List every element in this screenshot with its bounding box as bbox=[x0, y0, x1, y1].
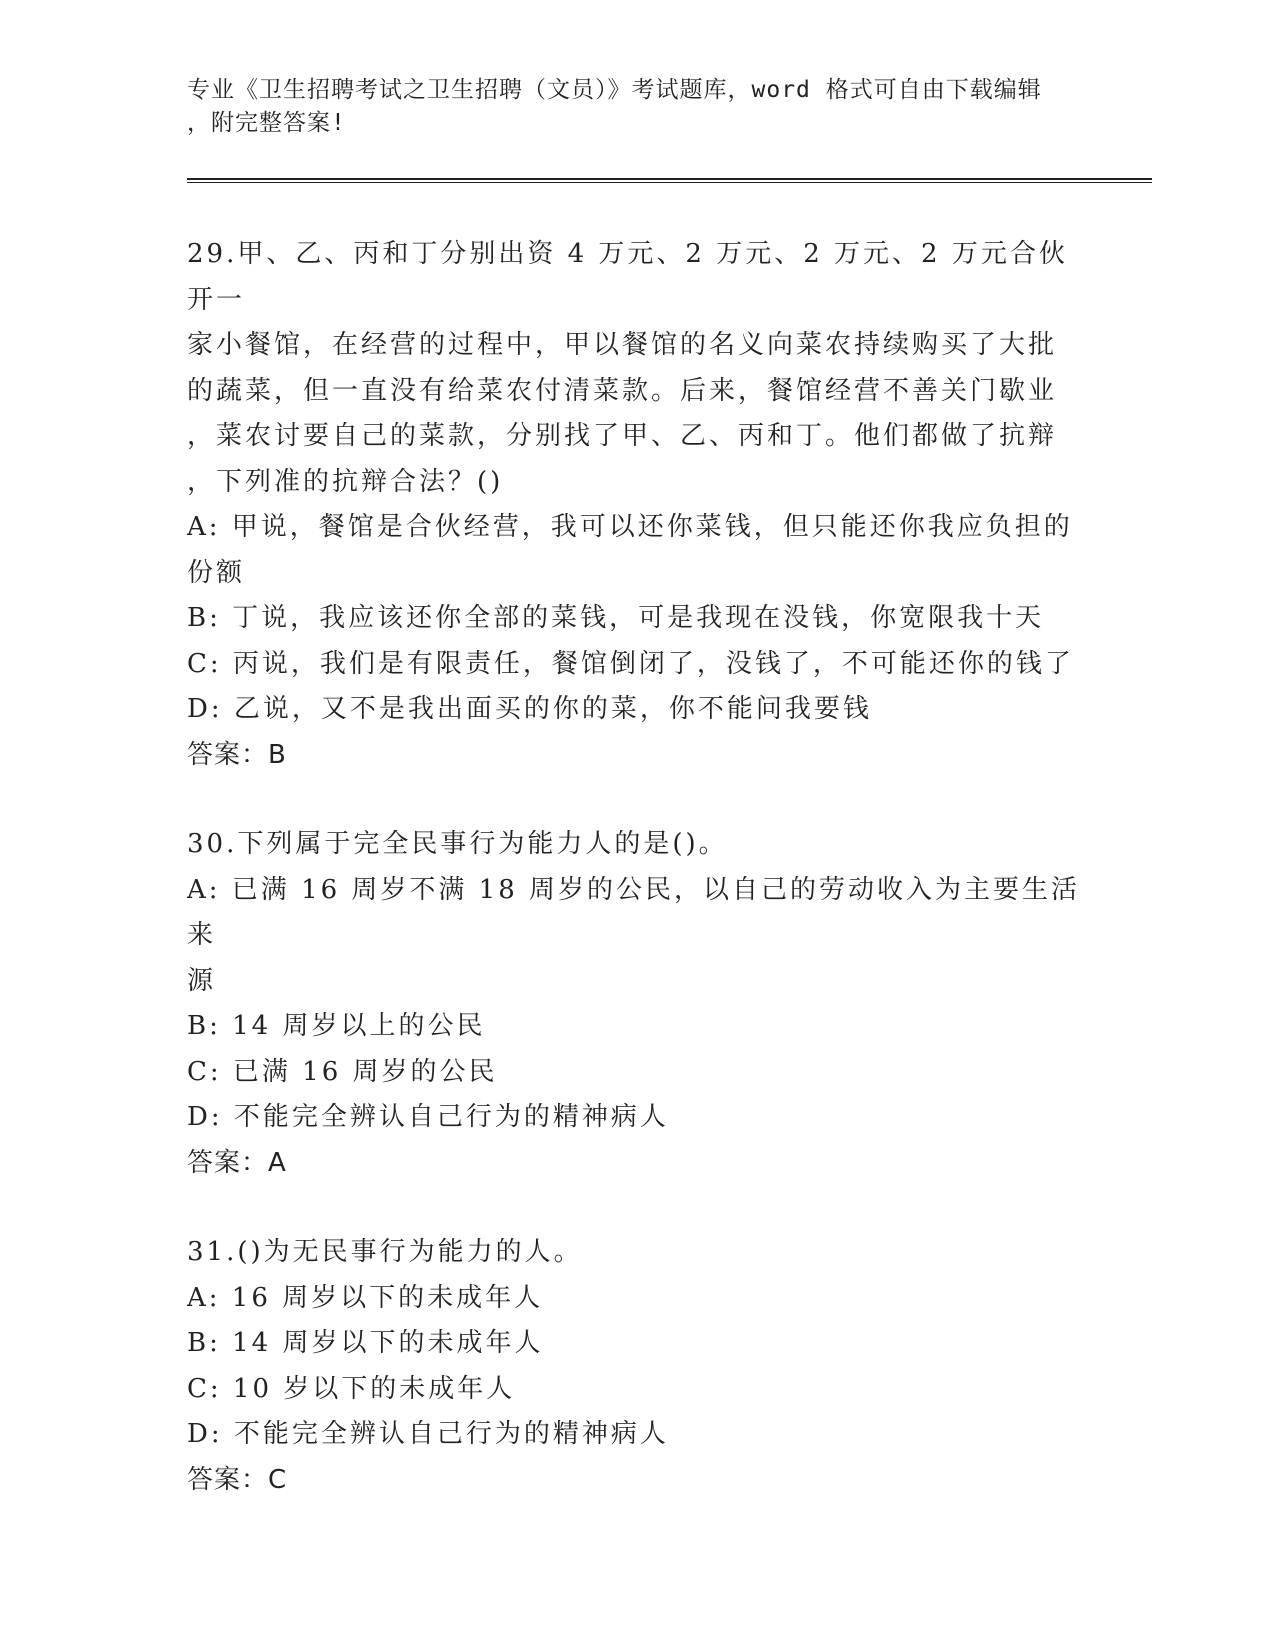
option-d: D: 不能完全辨认自己行为的精神病人 bbox=[187, 1419, 669, 1449]
option-c: C: 丙说，我们是有限责任，餐馆倒闭了，没钱了，不可能还你的钱了 bbox=[187, 648, 1074, 679]
question-29 bbox=[187, 232, 1087, 778]
option-a: A: 已满 16 周岁不满 18 周岁的公民，以自己的劳动收入为主要生活来 bbox=[187, 874, 1081, 950]
question-stem-line: 30.下列属于完全民事行为能力人的是()。 bbox=[187, 829, 728, 859]
question-stem-line: 家小餐馆，在经营的过程中，甲以餐馆的名义向菜农持续购买了大批 bbox=[187, 330, 1058, 360]
answer-line: 答案：A bbox=[187, 1147, 287, 1178]
question-stem-line: 的蔬菜，但一直没有给菜农付清菜款。后来，餐馆经营不善关门歇业 bbox=[187, 375, 1058, 406]
option-b: B: 14 周岁以下的未成年人 bbox=[187, 1328, 544, 1358]
option-a-continued: 份额 bbox=[187, 557, 246, 588]
question-stem-line: ，下列准的抗辩合法？() bbox=[187, 466, 504, 497]
question-stem-line: ，菜农讨要自己的菜款，分别找了甲、乙、丙和丁。他们都做了抗辩 bbox=[187, 421, 1058, 451]
question-30 bbox=[187, 822, 1087, 1186]
option-a-continued: 源 bbox=[187, 965, 217, 996]
header-line-1: 专业《卫生招聘考试之卫生招聘（文员）》考试题库，word 格式可自由下载编辑 bbox=[187, 77, 1042, 103]
document-header bbox=[187, 74, 1067, 140]
header-line-2: ，附完整答案! bbox=[187, 110, 346, 136]
header-divider bbox=[187, 178, 1152, 183]
option-c: C: 已满 16 周岁的公民 bbox=[187, 1056, 498, 1087]
option-b: B: 14 周岁以上的公民 bbox=[187, 1011, 486, 1041]
question-31 bbox=[187, 1230, 1087, 1503]
answer-line: 答案：B bbox=[187, 739, 287, 770]
option-c: C: 10 岁以下的未成年人 bbox=[187, 1373, 516, 1404]
option-d: D: 乙说，又不是我出面买的你的菜，你不能问我要钱 bbox=[187, 694, 872, 724]
option-a: A: 甲说，餐馆是合伙经营，我可以还你菜钱，但只能还你我应负担的 bbox=[187, 512, 1073, 542]
question-stem-line: 31.()为无民事行为能力的人。 bbox=[187, 1237, 583, 1267]
question-stem-line: 29.甲、乙、丙和丁分别出资 4 万元、2 万元、2 万元、2 万元合伙开一 bbox=[187, 239, 1068, 315]
option-a: A: 16 周岁以下的未成年人 bbox=[187, 1282, 544, 1313]
answer-line: 答案：C bbox=[187, 1464, 288, 1495]
option-d: D: 不能完全辨认自己行为的精神病人 bbox=[187, 1102, 669, 1132]
question-list bbox=[187, 232, 1087, 1547]
option-b: B: 丁说，我应该还你全部的菜钱，可是我现在没钱，你宽限我十天 bbox=[187, 603, 1045, 633]
